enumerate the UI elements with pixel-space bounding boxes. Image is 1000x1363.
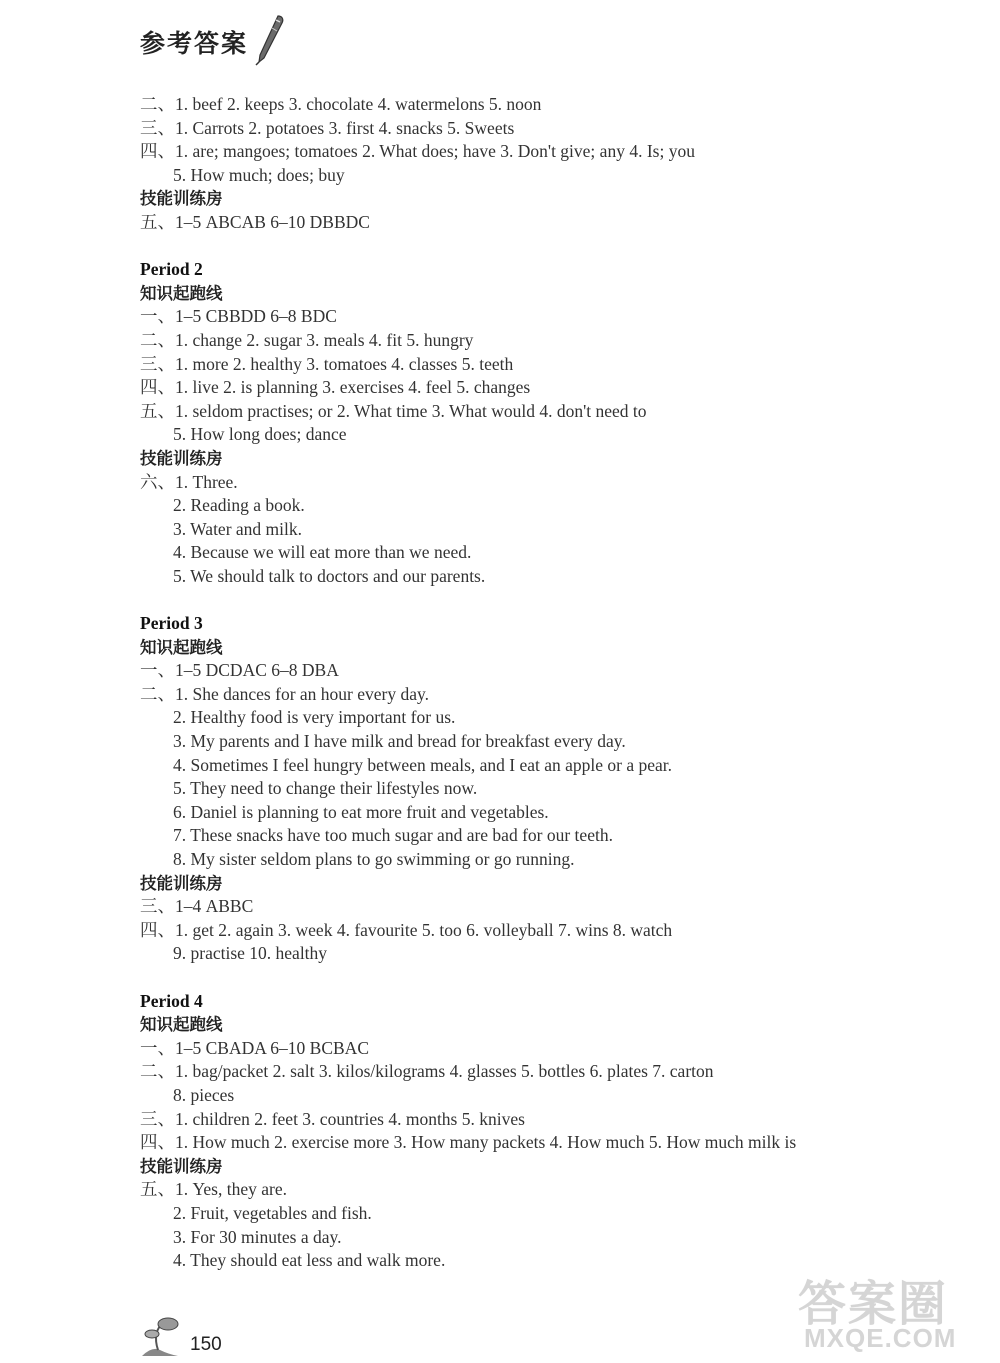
section-heading: 知识起跑线 [140,1015,223,1035]
answer-line: 三、1–4 ABBC [140,896,254,917]
answer-line: 5. We should talk to doctors and our parents. [173,565,486,586]
section-heading: 技能训练房 [140,189,223,209]
page-number: 150 [190,1334,222,1355]
answer-line: 4. They should eat less and walk more. [173,1250,446,1271]
period-heading: Period 3 [140,613,203,634]
answer-line: 2. Reading a book. [173,495,305,516]
answer-line: 5. They need to change their lifestyles now. [173,778,478,799]
page-title: 参考答案 [140,29,249,58]
answer-line: 六、1. Three. [140,471,238,492]
answer-line: 四、1. How much 2. exercise more 3. How many packets 4. How much 5. How much milk is [140,1132,797,1153]
answer-line: 一、1–5 CBBDD 6–8 BDC [140,306,337,327]
answer-line: 四、1. live 2. is planning 3. exercises 4. feel 5. changes [140,377,531,398]
spacer [140,966,940,990]
plant-icon [138,1316,186,1358]
answer-line: 四、1. are; mangoes; tomatoes 2. What does; have 3. Don't give; any 4. Is; you [140,141,695,162]
answer-line: 二、1. bag/packet 2. salt 3. kilos/kilograms 4. glasses 5. bottles 6. plates 7. carton [140,1061,714,1082]
answer-line: 7. These snacks have too much sugar and are bad for our teeth. [173,825,613,846]
answer-line: 6. Daniel is planning to eat more fruit and vegetables. [173,801,549,822]
answer-line: 二、1. She dances for an hour every day. [140,683,429,704]
page-footer [138,1318,222,1358]
answer-line: 2. Fruit, vegetables and fish. [173,1202,372,1223]
period-heading: Period 4 [140,990,203,1011]
answer-line: 二、1. beef 2. keeps 3. chocolate 4. watermelons 5. noon [140,94,542,114]
pen-icon [252,14,286,66]
spacer [140,588,940,612]
answer-line: 5. How much; does; buy [173,164,345,185]
answer-line: 一、1–5 DCDAC 6–8 DBA [140,660,339,681]
spacer [140,235,940,259]
answer-line: 五、1. seldom practises; or 2. What time 3. What would 4. don't need to [140,400,647,421]
answer-line: 五、1. Yes, they are. [140,1179,287,1200]
section-heading: 知识起跑线 [140,637,223,657]
answer-line: 3. Water and milk. [173,518,303,539]
period-heading: Period 2 [140,259,203,280]
watermark-url: MXQE.COM [804,1323,957,1353]
answer-line: 二、1. change 2. sugar 3. meals 4. fit 5. hungry [140,329,474,350]
section-heading: 技能训练房 [140,873,223,893]
section-heading: 技能训练房 [140,1156,223,1176]
watermark [790,1265,990,1355]
section-heading: 技能训练房 [140,448,223,468]
answer-line: 五、1–5 ABCAB 6–10 DBBDC [140,211,370,232]
answer-line: 三、1. children 2. feet 3. countries 4. months 5. knives [140,1108,525,1129]
answer-line: 三、1. Carrots 2. potatoes 3. first 4. snacks 5. Sweets [140,117,515,138]
watermark-brand: 答案圈 [798,1276,949,1332]
answer-line: 2. Healthy food is very important for us. [173,707,456,728]
answer-line: 9. practise 10. healthy [173,943,328,964]
answer-content [140,93,940,1273]
answer-line: 3. For 30 minutes a day. [173,1226,342,1247]
section-heading: 知识起跑线 [140,283,223,303]
answer-line: 4. Because we will eat more than we need. [173,542,472,563]
page-header [140,22,248,62]
answer-line: 三、1. more 2. healthy 3. tomatoes 4. classes 5. teeth [140,353,514,374]
answer-line: 一、1–5 CBADA 6–10 BCBAC [140,1037,369,1058]
answer-line: 5. How long does; dance [173,424,347,445]
answer-line: 3. My parents and I have milk and bread for breakfast every day. [173,731,626,752]
answer-line: 四、1. get 2. again 3. week 4. favourite 5. too 6. volleyball 7. wins 8. watch [140,919,673,940]
answer-line: 8. pieces [173,1084,235,1105]
answer-line: 8. My sister seldom plans to go swimming or go running. [173,849,575,869]
answer-line: 4. Sometimes I feel hungry between meals, and I eat an apple or a pear. [173,754,673,775]
